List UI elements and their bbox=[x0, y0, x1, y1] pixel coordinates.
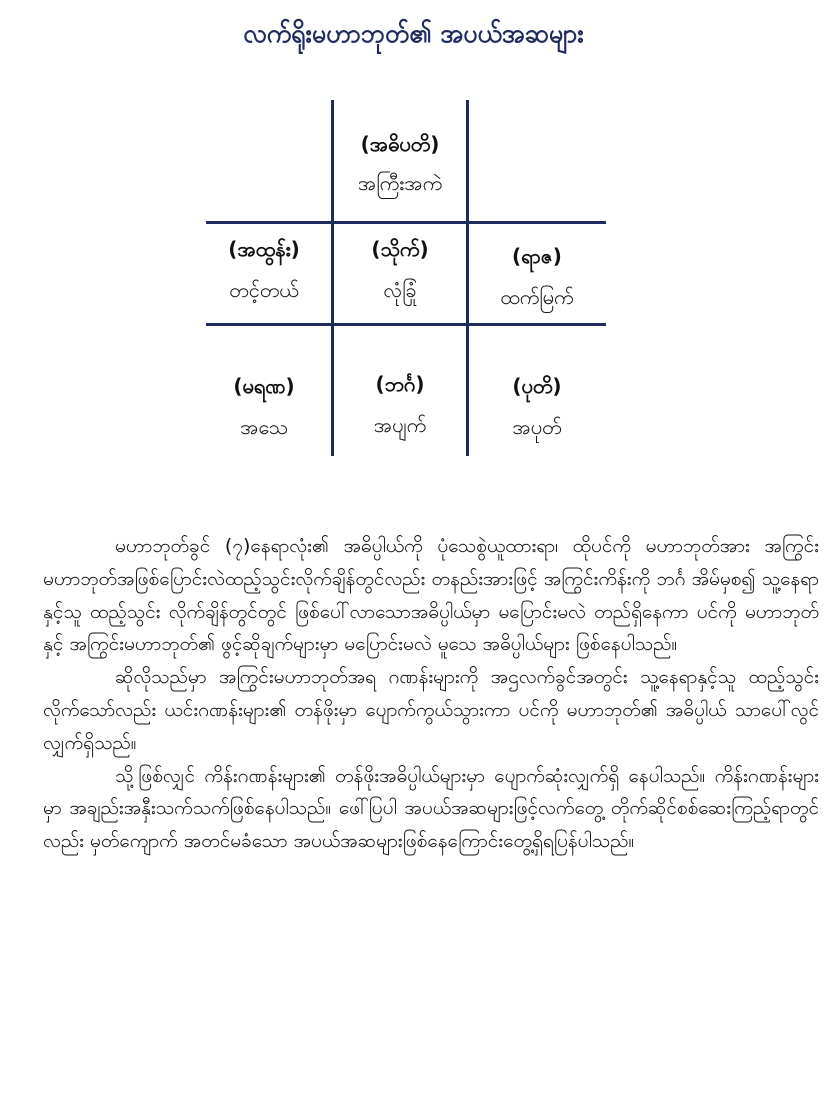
body-text bbox=[43, 530, 819, 858]
cell-meaning: အပုတ် bbox=[512, 415, 562, 439]
grid-cell-mid-left bbox=[199, 233, 329, 307]
grid-line-horizontal-bottom bbox=[206, 323, 606, 326]
grid-cell-bottom-center bbox=[335, 368, 465, 442]
cell-pali-label: (ပုတိ) bbox=[512, 374, 562, 398]
cell-meaning: အကြီးအကဲ bbox=[357, 171, 443, 195]
cell-pali-label: (ဘင်္ဂ) bbox=[375, 372, 425, 396]
page-title: လက်ရိုးမဟာဘုတ်၏ အပယ်အဆများ bbox=[243, 19, 584, 48]
cell-meaning: ထက်မြက် bbox=[500, 285, 574, 309]
paragraph: မဟာဘုတ်ခွင် (၇)နေရာလုံး၏ အဓိပ္ပါယ်ကို ပုံသေစွဲယူထားရာ၊ ထိုပင်ကို မဟာဘုတ်အား အကြွင်းမဟာဘုတ်အဖြစ်ပြောင်းလဲထည့်သွင်းလိုက်ချိန်တွင်လည်း တနည်းအားဖြင့် အကြွင်းကိန်းကို ဘင်္ဂ အိမ်မှစ၍ သူ့နေရာနှင့်သူ ထည့်သွင်း လိုက်ချိန်တွင်တွင် ဖြစ်ပေါ်လာသောအဓိပ္ပါယ်မှာ မပြောင်းမလဲ တည်ရှိနေကာ ပင်ကို မဟာဘုတ်နှင့် အကြွင်းမဟာဘုတ်၏ ဖွင့်ဆိုချက်များမှာ မပြောင်းမလဲ မူသေ အဓိပ္ပါယ်များ ဖြစ်နေပါသည်။ bbox=[43, 535, 819, 656]
cell-meaning: တင့်တယ် bbox=[229, 278, 299, 302]
mahabote-grid bbox=[0, 0, 827, 470]
grid-cell-mid-center bbox=[335, 233, 465, 307]
cell-meaning: အပျက် bbox=[373, 413, 427, 437]
cell-pali-label: (အထွန်း) bbox=[228, 237, 300, 261]
grid-cell-bottom-right bbox=[472, 370, 602, 444]
cell-meaning: အသေ bbox=[240, 415, 288, 439]
grid-line-horizontal-top bbox=[206, 221, 606, 224]
cell-meaning: လုံခြုံ bbox=[383, 278, 417, 302]
grid-cell-top-center bbox=[335, 128, 465, 200]
grid-line-vertical-left bbox=[331, 100, 334, 456]
paragraph: သို့ဖြစ်လျှင် ကိန်းဂဏန်းများ၏ တန်ဖိုးအဓိပ္ပါယ်များမှာ ပျောက်ဆုံးလျှက်ရှိ နေပါသည်။ ကိန်းဂဏန်းများမှာ အချည်းအနှီးသက်သက်ဖြစ်နေပါသည်။ ဖေါ်ပြပါ အပယ်အဆများဖြင့်လက်တွေ့ တိုက်ဆိုင်စစ်ဆေးကြည့်ရာတွင်လည်း မှတ်ကျောက် အတင်မခံသော အပယ်အဆများဖြစ်နေကြောင်းတွေ့ရှိရပြန်ပါသည်။ bbox=[43, 764, 819, 853]
cell-pali-label: (သိုက်) bbox=[371, 237, 429, 261]
grid-cell-mid-right bbox=[472, 240, 602, 314]
grid-cell-bottom-left bbox=[199, 370, 329, 444]
cell-pali-label: (အဓိပတိ) bbox=[360, 132, 440, 156]
cell-pali-label: (မရဏ) bbox=[233, 374, 295, 398]
paragraph: ဆိုလိုသည်မှာ အကြွင်းမဟာဘုတ်အရ ဂဏန်းများကို အဌလက်ခွင်အတွင်း သူ့နေရာနှင့်သူ ထည့်သွင်းလိုက်သော်လည်း ယင်းဂဏန်းများ၏ တန်ဖိုးမှာ ပျောက်ကွယ်သွားကာ ပင်ကို မဟာဘုတ်၏ အဓိပ္ပါယ် သာပေါ်လွင်လျှက်ရှိသည်။ bbox=[43, 666, 819, 754]
cell-pali-label: (ရာဇ) bbox=[512, 244, 562, 268]
grid-line-vertical-right bbox=[466, 100, 469, 456]
